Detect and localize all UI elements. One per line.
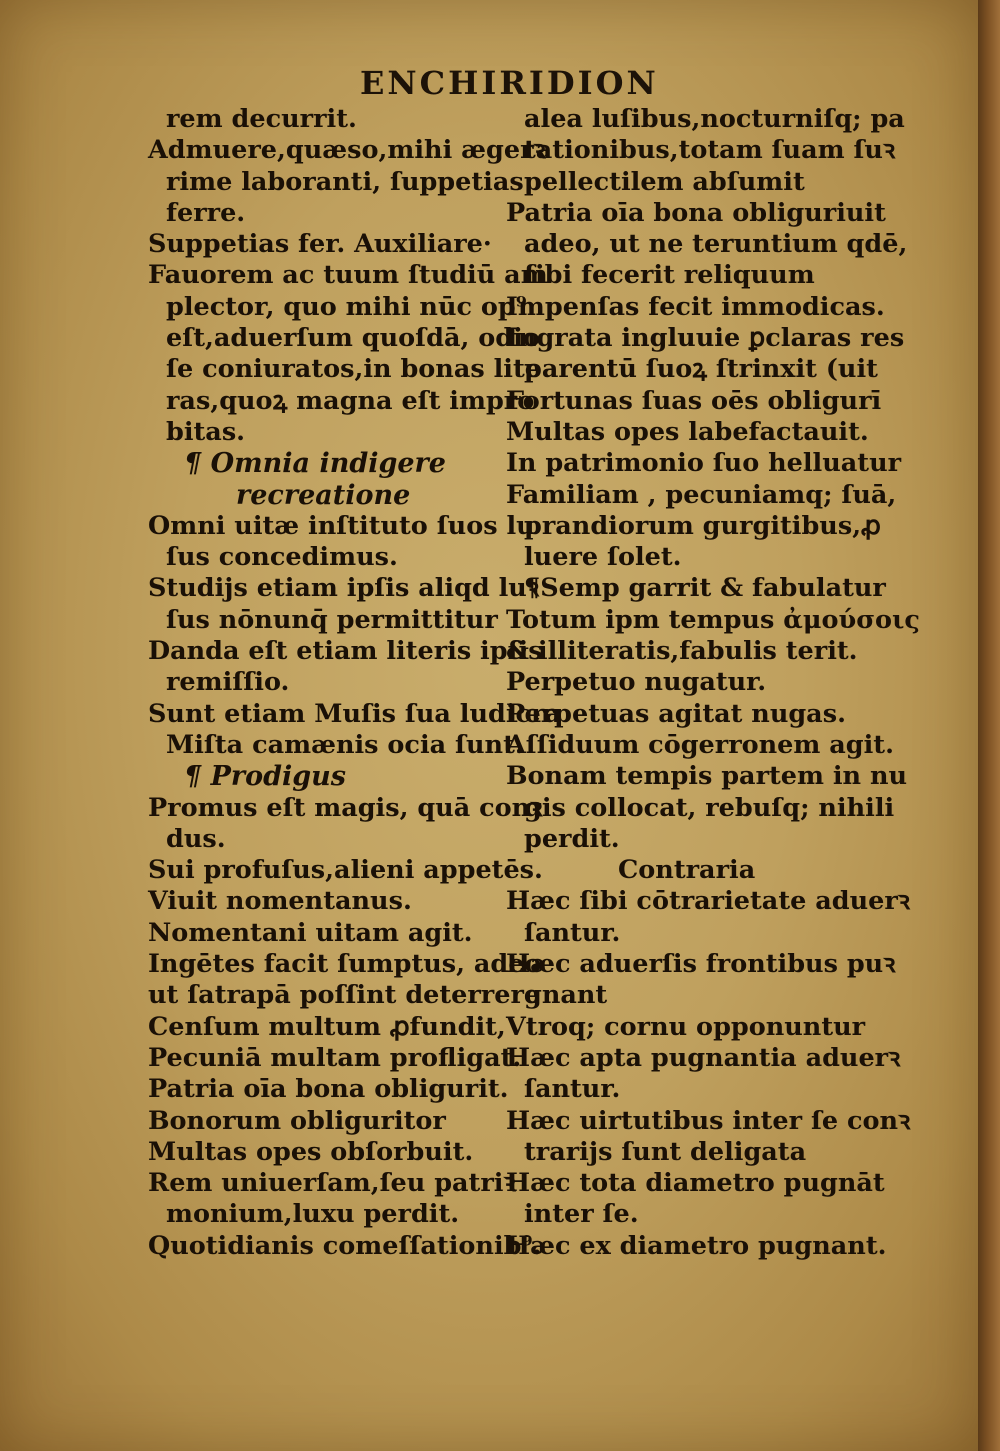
text-line: Omni uitæ inſtituto ſuos lu [148,510,535,541]
text-line: Viuit nomentanus. [148,886,412,917]
left-column [148,104,562,1262]
text-line: Patria oīa bona obliguriuit [506,197,886,228]
text-line: Contraria [618,855,756,886]
text-line: ras,quoꝝ magna eſt impro [166,385,535,416]
text-line: Hæc ex diametro pugnant. [506,1230,887,1261]
text-line: prandiorum gurgitibus,ꝓ [524,510,881,541]
text-line: Familiam , pecuniamq; ſuā, [506,479,897,510]
text-line: ſibi fecerit reliquum [524,260,815,291]
text-line: Impenſas fecit immodicas. [506,291,885,322]
text-line: Promus eſt magis, quā conꝛ [148,792,543,823]
right-column [506,104,920,1262]
running-head: ENCHIRIDION [360,64,659,102]
text-line: Patria oīa bona obligurit. [148,1074,509,1105]
text-line: Hæc uirtutibus inter ſe conꝛ [506,1105,911,1136]
text-line: Danda eſt etiam literis ipſis [148,636,543,667]
text-line: Totum ipm tempus ἀμούσοις [506,604,920,635]
text-line: rime laboranti, ſuppetias [166,166,524,197]
text-line: Aſſiduum cōgerronem agit. [506,729,894,760]
text-line: & illiteratis,fabulis terit. [506,636,858,667]
text-line: Quotidianis comeſſationib⁹. [148,1230,542,1261]
text-line: Fortunas ſuas oēs obligurī [506,385,882,416]
text-line: Cenſum multum ꝓfundit, [148,1011,506,1042]
text-line: remiſſio. [166,667,290,698]
text-line: Studijs etiam ipſis aliqd luꝛ [148,573,539,604]
text-line: Hæc aduerſis frontibus puꝛ [506,949,896,980]
text-line: Perpetuo nugatur. [506,667,767,698]
book-gutter-edge [978,0,1000,1451]
text-line: ſantur. [524,917,621,948]
text-line: gnant [524,980,608,1011]
text-line: Multas opes labefactauit. [506,416,869,447]
text-line: ferre. [166,197,246,228]
section-heading: recreatione [236,479,411,511]
text-line: ¶Semp garrit & fabulatur [524,573,886,604]
text-line: Bonam tempis partem in nu [506,761,908,792]
text-line: luere ſolet. [524,542,682,573]
text-line: ſus nōnunq̄ permittitur [166,604,498,635]
text-line: ſus concedimus. [166,542,398,573]
text-line: perdit. [524,823,620,854]
text-line: Ingrata ingluuie ꝑclaras res [506,323,905,354]
text-line: tationibus,totam ſuam ſuꝛ [524,135,896,166]
text-line: Sunt etiam Muſis ſua ludicra [148,698,562,729]
text-line: Pecuniā multam profligat. [148,1042,522,1073]
text-line: Hæc apta pugnantia aduerꝛ [506,1042,901,1073]
text-line: Nomentani uitam agit. [148,917,473,948]
text-line: Vtroq; cornu opponuntur [506,1011,866,1042]
text-line: parentū ſuoꝝ ſtrinxit (uit [524,354,878,385]
text-line: adeo, ut ne teruntium qdē, [524,229,908,260]
text-line: Perpetuas agitat nugas. [506,698,846,729]
text-line: ut ſatrapā poſſint deterrere [148,980,541,1011]
text-line: Fauorem ac tuum ſtudiū am [148,260,548,291]
text-line: Rem uniuerſam,ſeu patriꝛ [148,1168,516,1199]
text-line: Admuere,quæso,mihi ægerꝛ [148,135,546,166]
text-line: Hæc tota diametro pugnāt [506,1168,885,1199]
section-heading: ¶ Omnia indigere [184,448,446,480]
text-line: Hæc ſibi cōtrarietate aduerꝛ [506,886,910,917]
text-line: monium,luxu perdit. [166,1199,460,1230]
text-line: plector, quo mihi nūc op⁹ [166,291,527,322]
text-line: Sui profuſus,alieni appetēs. [148,855,543,886]
text-line: In patrimonio ſuo helluatur [506,448,902,479]
text-line: dus. [166,823,226,854]
section-heading: ¶ Prodigus [184,761,346,793]
text-line: Ingētes facit ſumptus, adeo [148,949,542,980]
text-line: pellectilem abſumit [524,166,805,197]
text-line: inter ſe. [524,1199,639,1230]
text-line: Multas opes obſorbuit. [148,1136,474,1167]
text-line: bitas. [166,416,246,447]
text-line: Suppetias fer. Auxiliare· [148,229,492,260]
text-line: Miſta camænis ocia ſunt. [166,729,524,760]
text-line: ſe coniuratos,in bonas lite [166,354,541,385]
text-line: rem decurrit. [166,104,357,134]
text-line: Bonorum obliguritor [148,1105,446,1136]
text-line: trarijs ſunt deligata [524,1136,807,1167]
text-line: gis collocat, rebuſq; nihili [524,792,895,823]
text-line: alea luſibus,nocturniſq; pa [524,104,905,134]
text-line: eſt,aduerſum quoſdā, odio [166,323,540,354]
text-line: ſantur. [524,1074,621,1105]
